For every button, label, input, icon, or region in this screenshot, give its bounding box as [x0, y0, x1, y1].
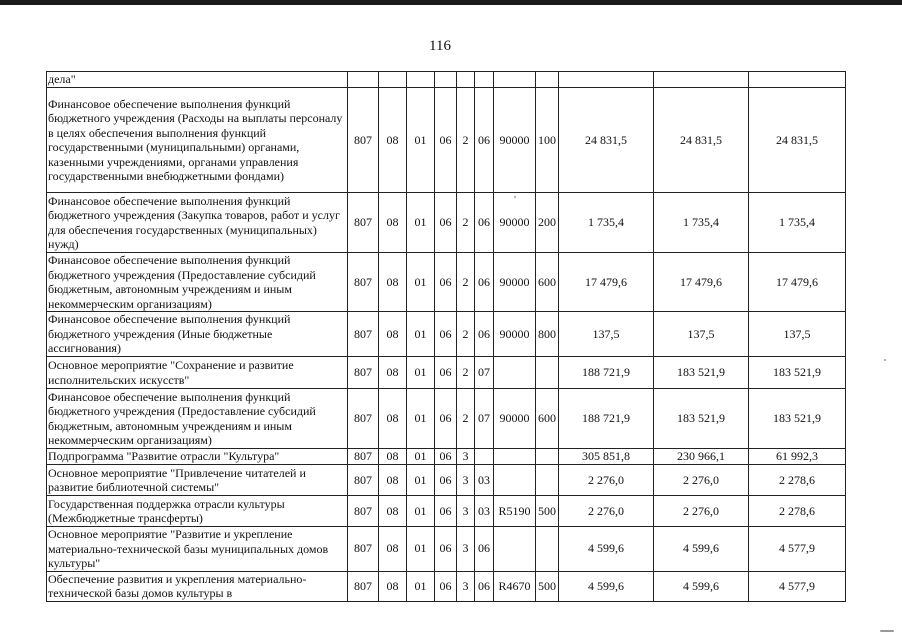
cell-p1: 06 [435, 527, 457, 572]
cell-y2: 24 831,5 [654, 88, 749, 193]
table-row [47, 496, 846, 527]
cell-rz: 08 [379, 571, 407, 601]
cell-p2: 3 [457, 527, 475, 572]
top-border-rule [0, 0, 902, 5]
cell-vr [536, 357, 559, 389]
cell-p2: 2 [457, 88, 475, 193]
cell-vr [536, 465, 559, 496]
cell-p3: 03 [475, 465, 494, 496]
cell-y1: 2 276,0 [559, 496, 654, 527]
scan-speck [514, 196, 516, 198]
cell-pr: 01 [407, 465, 435, 496]
cell-y3: 17 479,6 [749, 253, 846, 312]
cell-vr: 200 [536, 193, 559, 253]
cell-pr: 01 [407, 527, 435, 572]
cell-y2: 230 966,1 [654, 449, 749, 465]
cell-p1: 06 [435, 253, 457, 312]
cell-p2: 3 [457, 571, 475, 601]
cell-gr: 807 [348, 193, 379, 253]
cell-p3: 06 [475, 312, 494, 357]
cell-p2: 3 [457, 449, 475, 465]
cell-y2 [654, 72, 749, 88]
cell-vr: 600 [536, 253, 559, 312]
cell-y3: 2 278,6 [749, 496, 846, 527]
cell-p1: 06 [435, 449, 457, 465]
row-description: дела" [47, 72, 348, 88]
cell-gr: 807 [348, 253, 379, 312]
cell-pr: 01 [407, 389, 435, 449]
row-description: Финансовое обеспечение выполнения функций бюджетного учреждения (Предоставление субсидий бюджетным, автономным учреждениям и иным некоммерческим организациям) [47, 389, 348, 449]
cell-p2: 2 [457, 389, 475, 449]
cell-vr [536, 72, 559, 88]
cell-y3 [749, 72, 846, 88]
cell-y2: 1 735,4 [654, 193, 749, 253]
cell-y3: 24 831,5 [749, 88, 846, 193]
cell-rz: 08 [379, 449, 407, 465]
cell-vr: 600 [536, 389, 559, 449]
cell-p4: R4670 [494, 571, 536, 601]
cell-rz: 08 [379, 312, 407, 357]
cell-p4 [494, 357, 536, 389]
table-row [47, 465, 846, 496]
cell-p3: 06 [475, 193, 494, 253]
cell-pr: 01 [407, 88, 435, 193]
cell-y3: 137,5 [749, 312, 846, 357]
cell-p2: 2 [457, 357, 475, 389]
cell-y3: 183 521,9 [749, 389, 846, 449]
cell-y2: 183 521,9 [654, 357, 749, 389]
cell-p1: 06 [435, 465, 457, 496]
table-row [47, 253, 846, 312]
cell-y1 [559, 72, 654, 88]
cell-y3: 4 577,9 [749, 527, 846, 572]
row-description: Финансовое обеспечение выполнения функций бюджетного учреждения (Расходы на выплаты персоналу в целях обеспечения выполнения функций государственными (муниципальными) органами, казенными учреждениями, органами управления государственными внебюджетными фондами) [47, 88, 348, 193]
cell-y1: 305 851,8 [559, 449, 654, 465]
cell-p4: 90000 [494, 193, 536, 253]
cell-p2 [457, 72, 475, 88]
cell-y1: 24 831,5 [559, 88, 654, 193]
cell-p4: R5190 [494, 496, 536, 527]
cell-rz [379, 72, 407, 88]
cell-pr: 01 [407, 449, 435, 465]
cell-rz: 08 [379, 465, 407, 496]
cell-rz: 08 [379, 389, 407, 449]
cell-rz: 08 [379, 496, 407, 527]
table-row [47, 389, 846, 449]
cell-y1: 137,5 [559, 312, 654, 357]
cell-y3: 1 735,4 [749, 193, 846, 253]
cell-gr: 807 [348, 357, 379, 389]
cell-p2: 3 [457, 496, 475, 527]
row-description: Основное мероприятие "Привлечение читателей и развитие библиотечной системы" [47, 465, 348, 496]
cell-p4 [494, 72, 536, 88]
cell-p1: 06 [435, 496, 457, 527]
cell-p3: 06 [475, 88, 494, 193]
cell-p2: 2 [457, 253, 475, 312]
cell-p3 [475, 449, 494, 465]
cell-pr: 01 [407, 253, 435, 312]
page-number: 116 [429, 38, 451, 54]
cell-gr [348, 72, 379, 88]
budget-table [46, 71, 846, 602]
cell-y3: 183 521,9 [749, 357, 846, 389]
cell-y3: 61 992,3 [749, 449, 846, 465]
cell-gr: 807 [348, 312, 379, 357]
cell-p3 [475, 72, 494, 88]
cell-p4 [494, 449, 536, 465]
row-description: Финансовое обеспечение выполнения функций бюджетного учреждения (Закупка товаров, работ и услуг для обеспечения государственных (муниципальных) нужд) [47, 193, 348, 253]
cell-p1: 06 [435, 571, 457, 601]
cell-p3: 03 [475, 496, 494, 527]
cell-vr: 800 [536, 312, 559, 357]
cell-y2: 17 479,6 [654, 253, 749, 312]
scan-speck [884, 359, 886, 361]
cell-gr: 807 [348, 449, 379, 465]
table-row [47, 88, 846, 193]
cell-y1: 188 721,9 [559, 389, 654, 449]
cell-vr: 100 [536, 88, 559, 193]
cell-pr [407, 72, 435, 88]
cell-rz: 08 [379, 253, 407, 312]
row-description: Основное мероприятие "Развитие и укрепление материально-технической базы муниципальных домов культуры" [47, 527, 348, 572]
cell-p4 [494, 527, 536, 572]
cell-rz: 08 [379, 527, 407, 572]
cell-y2: 2 276,0 [654, 465, 749, 496]
cell-p4: 90000 [494, 312, 536, 357]
cell-p2: 2 [457, 312, 475, 357]
cell-p4: 90000 [494, 389, 536, 449]
table-row [47, 571, 846, 601]
cell-gr: 807 [348, 389, 379, 449]
cell-y1: 2 276,0 [559, 465, 654, 496]
cell-p3: 06 [475, 527, 494, 572]
cell-y2: 2 276,0 [654, 496, 749, 527]
cell-rz: 08 [379, 193, 407, 253]
cell-p1: 06 [435, 88, 457, 193]
cell-p1 [435, 72, 457, 88]
cell-rz: 08 [379, 357, 407, 389]
cell-rz: 08 [379, 88, 407, 193]
cell-vr [536, 527, 559, 572]
table-row [47, 357, 846, 389]
cell-pr: 01 [407, 193, 435, 253]
cell-vr: 500 [536, 496, 559, 527]
cell-pr: 01 [407, 571, 435, 601]
cell-p3: 06 [475, 253, 494, 312]
cell-pr: 01 [407, 357, 435, 389]
cell-gr: 807 [348, 571, 379, 601]
cell-gr: 807 [348, 465, 379, 496]
table-row [47, 527, 846, 572]
cell-p1: 06 [435, 357, 457, 389]
cell-p3: 07 [475, 389, 494, 449]
cell-vr: 500 [536, 571, 559, 601]
cell-p3: 07 [475, 357, 494, 389]
row-description: Подпрограмма "Развитие отрасли "Культура" [47, 449, 348, 465]
cell-y2: 4 599,6 [654, 571, 749, 601]
cell-gr: 807 [348, 88, 379, 193]
cell-p3: 06 [475, 571, 494, 601]
table-row [47, 193, 846, 253]
cell-p4 [494, 465, 536, 496]
cell-p2: 2 [457, 193, 475, 253]
cell-gr: 807 [348, 527, 379, 572]
cell-p1: 06 [435, 193, 457, 253]
cell-y1: 1 735,4 [559, 193, 654, 253]
cell-p4: 90000 [494, 88, 536, 193]
cell-y1: 188 721,9 [559, 357, 654, 389]
scan-speck [880, 630, 894, 632]
table-row [47, 72, 846, 88]
cell-p4: 90000 [494, 253, 536, 312]
cell-p1: 06 [435, 389, 457, 449]
cell-y2: 137,5 [654, 312, 749, 357]
cell-gr: 807 [348, 496, 379, 527]
cell-p2: 3 [457, 465, 475, 496]
row-description: Финансовое обеспечение выполнения функций бюджетного учреждения (Предоставление субсидий бюджетным, автономным учреждениям и иным некоммерческим организациям) [47, 253, 348, 312]
cell-vr [536, 449, 559, 465]
cell-y2: 4 599,6 [654, 527, 749, 572]
cell-pr: 01 [407, 312, 435, 357]
cell-y2: 183 521,9 [654, 389, 749, 449]
row-description: Государственная поддержка отрасли культуры (Межбюджетные трансферты) [47, 496, 348, 527]
cell-y3: 4 577,9 [749, 571, 846, 601]
cell-y1: 4 599,6 [559, 527, 654, 572]
cell-y1: 4 599,6 [559, 571, 654, 601]
table-row [47, 312, 846, 357]
table-row [47, 449, 846, 465]
row-description: Основное мероприятие "Сохранение и развитие исполнительских искусств" [47, 357, 348, 389]
cell-pr: 01 [407, 496, 435, 527]
row-description: Обеспечение развития и укрепления материально-технической базы домов культуры в [47, 571, 348, 601]
cell-p1: 06 [435, 312, 457, 357]
cell-y3: 2 278,6 [749, 465, 846, 496]
row-description: Финансовое обеспечение выполнения функций бюджетного учреждения (Иные бюджетные ассигнования) [47, 312, 348, 357]
cell-y1: 17 479,6 [559, 253, 654, 312]
